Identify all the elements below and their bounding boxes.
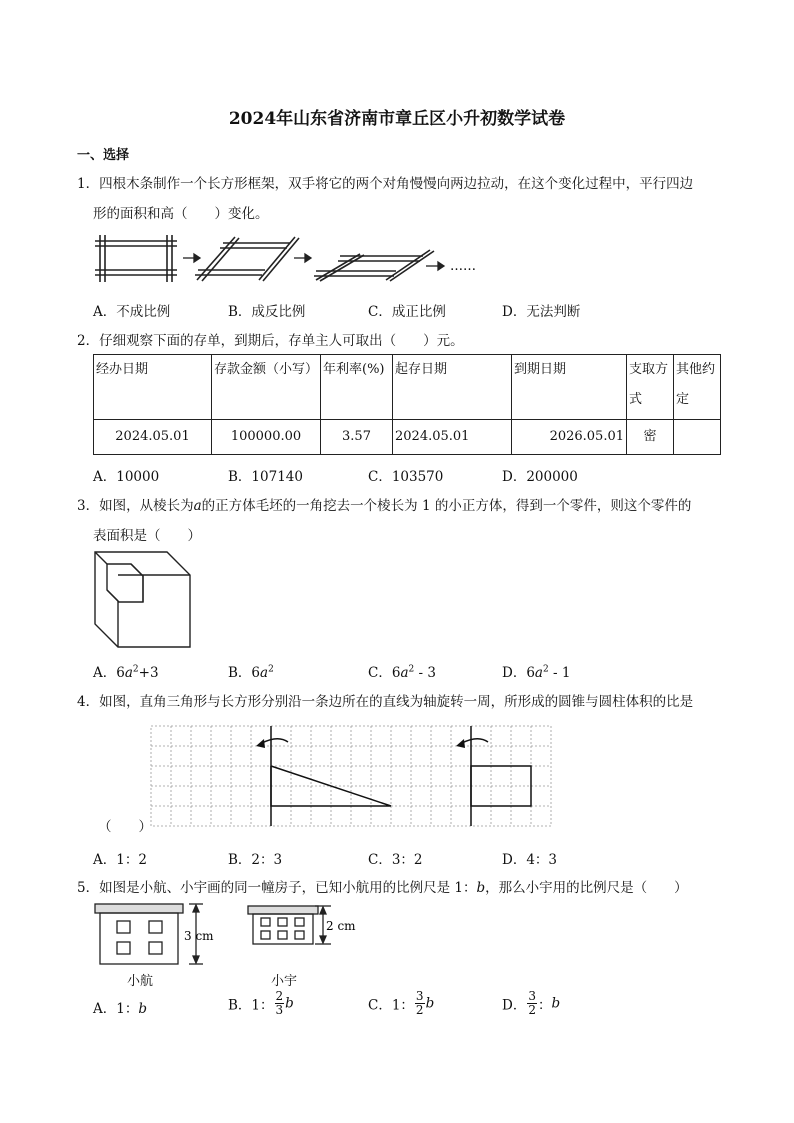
table-cell bbox=[674, 420, 721, 455]
table-header-cell: 年利率(%) bbox=[321, 355, 393, 420]
q2-option-a[interactable]: A．10000 bbox=[93, 469, 160, 485]
q3-option-c[interactable]: C．$6a^2 - 3$ bbox=[368, 664, 436, 681]
q1-stem-line1: 1．四根木条制作一个长方形框架，双手将它的两个对角慢慢向两边拉动，在这个变化过程中，平行四边 bbox=[77, 176, 694, 192]
q5-stem: 5．如图是小航、小宇画的同一幢房子，已知小航用的比例尺是 1：b，那么小宇用的比例尺是（ ） bbox=[77, 880, 688, 896]
q3-stem-line2: 表面积是（ ） bbox=[93, 528, 201, 544]
q4-stem: 4．如图，直角三角形与长方形分别沿一条边所在的直线为轴旋转一周，所形成的圆锥与圆柱体积的比是 bbox=[77, 694, 694, 710]
fig2-caption: 小宇 bbox=[271, 974, 298, 989]
table-cell: 2024.05.01 bbox=[94, 420, 212, 455]
q5-option-b[interactable]: B．1： $\frac{2}{3}$ b bbox=[228, 989, 294, 1017]
q1-option-c[interactable]: C．成正比例 bbox=[368, 304, 446, 320]
rotation-arrow-icon bbox=[262, 739, 288, 743]
rotation-arrow-icon bbox=[462, 739, 488, 743]
q1-option-a[interactable]: A．不成比例 bbox=[93, 304, 171, 320]
arrow-icon bbox=[183, 254, 200, 262]
fig2-dim-label: 2 cm bbox=[326, 919, 356, 933]
q1-stem-line2: 形的面积和高（ ）变化。 bbox=[93, 206, 269, 222]
parallelogram-frame-2 bbox=[314, 250, 434, 281]
q5-houses-figure bbox=[93, 902, 383, 968]
q1-frames-figure bbox=[90, 232, 490, 284]
fig1-caption: 小航 bbox=[127, 974, 154, 989]
table-header-cell: 经办日期 bbox=[94, 355, 212, 420]
q3-option-a[interactable]: A．$6a^2+3$ bbox=[93, 664, 159, 681]
q3-stem-line1: 3．如图，从棱长为a的正方体毛坯的一角挖去一个棱长为 1 的小正方体，得到一个零件，则这个零件的 bbox=[77, 498, 692, 514]
q2-stem: 2．仔细观察下面的存单，到期后，存单主人可取出（ ）元。 bbox=[77, 333, 464, 349]
house-xiaoyu bbox=[248, 906, 331, 944]
fig1-dim-label: 3 cm bbox=[184, 929, 214, 943]
table-cell: 3.57 bbox=[321, 420, 393, 455]
section-heading: 一、选择 bbox=[77, 148, 130, 163]
table-header-cell: 其他约 定 bbox=[674, 355, 721, 420]
q2-option-c[interactable]: C．103570 bbox=[368, 469, 444, 485]
q4-option-d[interactable]: D．4：3 bbox=[502, 852, 558, 868]
q1-ellipsis: …… bbox=[450, 259, 476, 274]
q5-option-d[interactable]: D． $\frac{3}{2}$ ：b bbox=[502, 989, 561, 1017]
arrow-icon bbox=[294, 254, 311, 262]
table-header-cell: 到期日期 bbox=[512, 355, 627, 420]
q3-cube-figure bbox=[93, 550, 193, 650]
q4-option-c[interactable]: C．3：2 bbox=[368, 852, 423, 868]
parallelogram-frame-1 bbox=[195, 237, 299, 281]
q1-option-b[interactable]: B．成反比例 bbox=[228, 304, 306, 320]
table-header-cell: 存款金额（小写） bbox=[212, 355, 321, 420]
q4-grid-figure bbox=[150, 725, 554, 829]
deposit-slip-table bbox=[93, 354, 721, 455]
table-cell: 2024.05.01 bbox=[393, 420, 512, 455]
q4-option-a[interactable]: A．1：2 bbox=[93, 852, 147, 868]
q5-option-c[interactable]: C．1： $\frac{3}{2}$ b bbox=[368, 989, 435, 1017]
table-cell: 2026.05.01 bbox=[512, 420, 627, 455]
table-cell: 密 bbox=[627, 420, 674, 455]
page-title: 2024年山东省济南市章丘区小升初数学试卷 bbox=[228, 109, 566, 129]
arrow-icon bbox=[426, 262, 444, 270]
q2-option-b[interactable]: B．107140 bbox=[228, 469, 303, 485]
rectangle-frame bbox=[95, 235, 177, 282]
q4-answer-blank: （ ） bbox=[98, 819, 152, 835]
q3-option-d[interactable]: D．$6a^2 - 1$ bbox=[502, 664, 571, 681]
q4-option-b[interactable]: B．2：3 bbox=[228, 852, 283, 868]
q5-option-a[interactable]: A．1：b bbox=[93, 1001, 147, 1017]
table-header-cell: 起存日期 bbox=[393, 355, 512, 420]
table-header-cell: 支取方 式 bbox=[627, 355, 674, 420]
q2-option-d[interactable]: D．200000 bbox=[502, 469, 578, 485]
table-cell: 100000.00 bbox=[212, 420, 321, 455]
q3-option-b[interactable]: B．$6a^2$ bbox=[228, 664, 274, 681]
q1-option-d[interactable]: D．无法判断 bbox=[502, 304, 581, 320]
